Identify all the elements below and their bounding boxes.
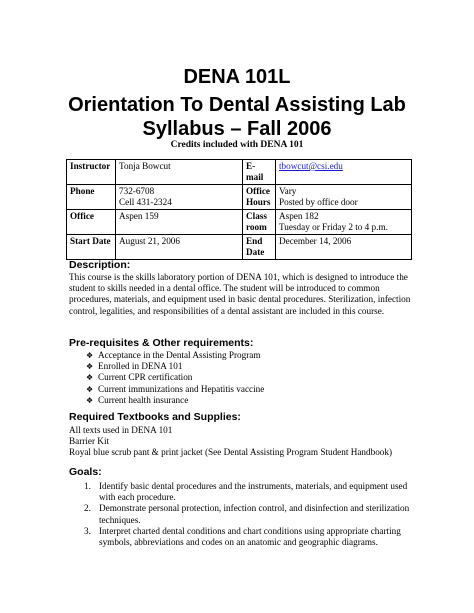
list-item [84,503,414,525]
goal-text: Interpret charted dental conditions and chart conditions using appropriate charting symbols, abbreviations and codes on an anatomic and geographic diagrams. [99,525,401,548]
list-item [86,361,264,372]
list-item [86,395,264,406]
prerequisites-heading: Pre-requisites & Other requirements: [69,337,254,349]
textbook-line: All texts used in DENA 101 [69,425,173,435]
diamond-bullet-icon: ❖ [86,362,94,372]
prerequisites-list [86,350,264,406]
list-item [86,372,264,383]
goal-number: 3. [84,525,91,536]
description-text: This course is the skills laboratory portion of DENA 101, which is designed to introduce the student to skills needed in a dental office. The student will be introduced to common procedures, materials, and equipment used in basic dental procedures. Sterilization, infection control, legalities, and responsibilities of a dental assistant are included in this course. [69,272,411,316]
course-code-title: DENA 101L [183,66,291,88]
list-item-text: Current health insurance [98,394,189,405]
class-room-line-2: Tuesday or Friday 2 to 4 p.m. [279,222,388,232]
goal-number: 1. [84,481,91,491]
end-date-label: End Date [243,235,276,260]
course-info-table [66,159,412,260]
start-date-label: Start Date [67,235,116,260]
office-value: Aspen 159 [116,210,243,235]
table-row [67,185,412,210]
office-hours-line-1: Vary [279,186,297,196]
table-row [67,210,412,235]
table-row [67,235,412,260]
textbooks-heading: Required Textbooks and Supplies: [69,411,241,423]
instructor-label: Instructor [67,160,116,185]
description-heading: Description: [69,259,131,271]
office-hours-value [276,185,412,210]
list-item [84,481,414,503]
list-item [86,350,264,361]
diamond-bullet-icon: ❖ [86,395,94,405]
list-item [84,526,414,548]
course-name-title: Orientation To Dental Assisting Lab [68,94,406,116]
diamond-bullet-icon: ❖ [86,351,94,360]
syllabus-term-title: Syllabus – Fall 2006 [142,118,332,140]
office-hours-line-2: Posted by office door [279,197,358,207]
office-phone: 732-6708 [119,186,155,196]
office-label: Office [67,210,116,235]
list-item-text: Enrolled in DENA 101 [98,361,183,372]
end-date-value: December 14, 2006 [276,235,412,260]
start-date-value: August 21, 2006 [116,235,243,260]
diamond-bullet-icon: ❖ [86,384,94,394]
credits-note: Credits included with DENA 101 [170,140,304,150]
instructor-value: Tonja Bowcut [116,160,243,185]
goal-number: 2. [84,503,91,514]
email-link[interactable]: tbowcut@csi.edu [276,160,412,185]
list-item-text: Current CPR certification [98,372,193,383]
office-hours-label: Office Hours [243,185,276,210]
list-item [86,384,264,395]
class-room-value [276,210,412,235]
goal-text: Identify basic dental procedures and the instruments, materials, and equipment used with each procedure. [99,481,408,503]
phone-value [116,185,243,210]
goal-text: Demonstrate personal protection, infection control, and disinfection and sterilization techniques. [99,503,410,525]
email-label: E-mail [243,160,276,185]
list-item-text: Current immunizations and Hepatitis vaccine [98,383,265,394]
textbooks-list [69,425,392,459]
textbook-line: Barrier Kit [69,436,110,447]
cell-phone: Cell 431-2324 [119,197,172,207]
class-room-label: Class room [243,210,276,235]
textbook-line: Royal blue scrub pant & print jacket (See Dental Assisting Program Student Handbook) [69,447,393,458]
diamond-bullet-icon: ❖ [86,373,94,383]
list-item-text: Acceptance in the Dental Assisting Program [98,350,261,360]
class-room-line-1: Aspen 182 [279,211,319,221]
table-row [67,160,412,185]
goals-heading: Goals: [69,466,102,478]
phone-label: Phone [67,185,116,210]
goals-list [84,481,414,548]
